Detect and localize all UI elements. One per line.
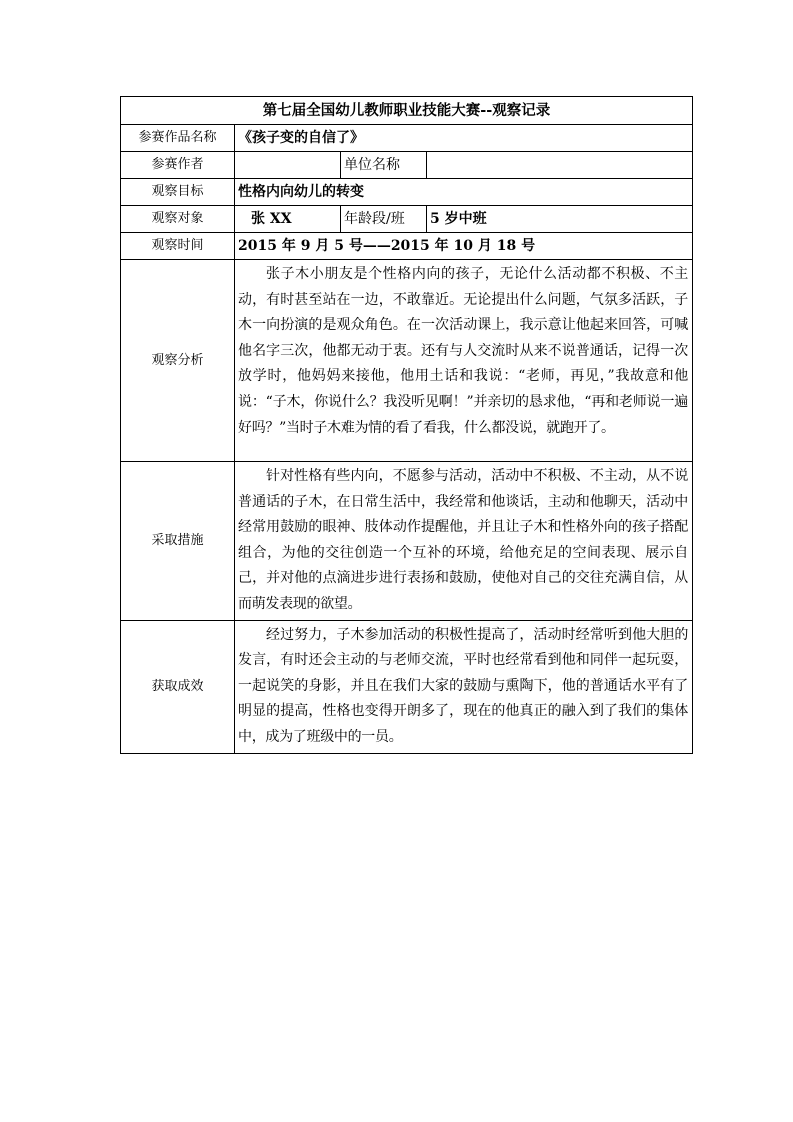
analysis-text: 张子木小朋友是个性格内向的孩子，无论什么活动都不积极、不主动，有时甚至站在一边，不敢靠近。无论提出什么问题，气氛多活跃，子木一向扮演的是观众角色。在一次活动课上，我示意让他起来回答，可喊他名字三次，他都无动于衷。还有与人交流时从来不说普通话，记得一次放学时，他妈妈来接他，他用土话和我说：“老师，再见，”我故意和他说：“子木，你说什么？我没听见啊！”并亲切的恳求他，“再和老师说一遍好吗？”当时子木难为情的看了看我，什么都没说，就跑开了。: [238, 266, 689, 436]
analysis-cell: [235, 260, 693, 462]
time-row: [121, 233, 693, 260]
time-value: 2015 年 9 月 5 号——2015 年 10 月 18 号: [235, 233, 693, 260]
measures-cell: [235, 462, 693, 621]
subject-row: [121, 206, 693, 233]
results-row: [121, 620, 693, 753]
goal-label: 观察目标: [121, 179, 235, 206]
work-name-row: [121, 125, 693, 152]
subject-label: 观察对象: [121, 206, 235, 233]
goal-row: [121, 179, 693, 206]
unit-label: 单位名称: [341, 152, 427, 179]
goal-value: 性格内向幼儿的转变: [235, 179, 693, 206]
analysis-label: 观察分析: [121, 260, 235, 462]
time-label: 观察时间: [121, 233, 235, 260]
title-row: [121, 97, 693, 125]
work-name-label: 参赛作品名称: [121, 125, 235, 152]
author-value: [235, 152, 341, 179]
measures-label: 采取措施: [121, 462, 235, 621]
author-label: 参赛作者: [121, 152, 235, 179]
author-row: [121, 152, 693, 179]
results-label: 获取成效: [121, 620, 235, 753]
age-value: 5 岁中班: [427, 206, 693, 233]
results-text: 经过努力，子木参加活动的积极性提高了，活动时经常听到他大胆的发言，有时还会主动的与老师交流，平时也经常看到他和同伴一起玩耍，一起说笑的身影，并且在我们大家的鼓励与熏陶下，他的普通话水平有了明显的提高，性格也变得开朗多了，现在的他真正的融入到了我们的集体中，成为了班级中的一员。: [238, 626, 689, 745]
unit-value: [427, 152, 693, 179]
record-title: 第七届全国幼儿教师职业技能大赛--观察记录: [121, 97, 693, 125]
measures-row: [121, 462, 693, 621]
results-cell: [235, 620, 693, 753]
age-label: 年龄段/班: [341, 206, 427, 233]
work-name-value: 《孩子变的自信了》: [235, 125, 693, 152]
observation-record-table: [120, 96, 693, 754]
subject-name: 张 XX: [235, 206, 341, 233]
measures-text: 针对性格有些内向，不愿参与活动，活动中不积极、不主动，从不说普通话的子木，在日常生活中，我经常和他谈话，主动和他聊天，活动中经常用鼓励的眼神、肢体动作提醒他，并且让子木和性格外向的孩子搭配组合，为他的交往创造一个互补的环境，给他充足的空间表现、展示自己，并对他的点滴进步进行表扬和鼓励，使他对自己的交往充满自信，从而萌发表现的欲望。: [238, 468, 689, 612]
analysis-row: [121, 260, 693, 462]
